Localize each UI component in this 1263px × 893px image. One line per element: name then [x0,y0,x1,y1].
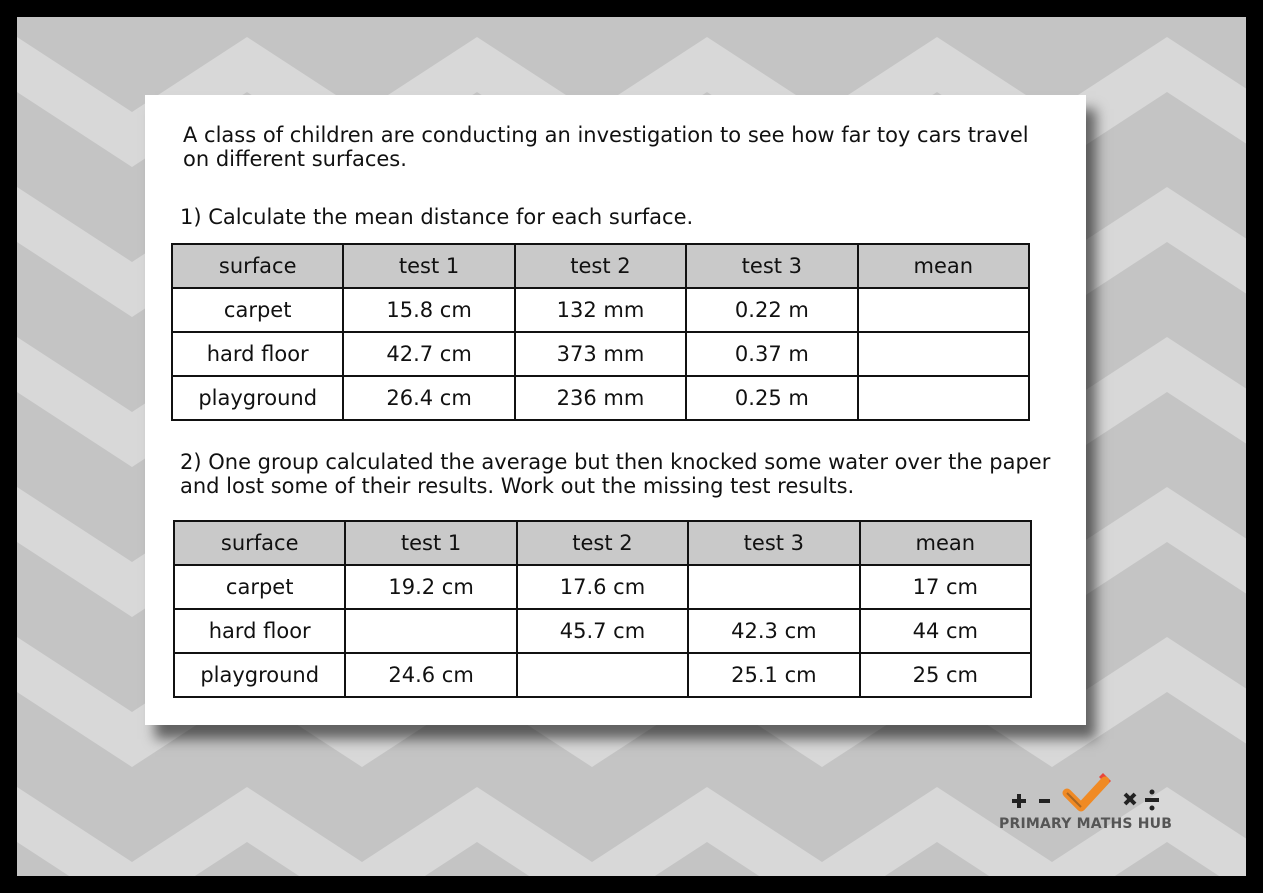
table-cell: 15.8 cm [343,288,514,332]
header-cell: test 3 [686,244,857,288]
table-cell: 25 cm [860,653,1031,697]
brand-name: PRIMARY MATHS HUB [999,816,1173,832]
table-cell: 25.1 cm [688,653,859,697]
header-cell: mean [858,244,1029,288]
table-row [174,653,1031,697]
table-cell: playground [172,376,343,420]
table-cell: 17.6 cm [517,565,688,609]
header-cell: test 2 [515,244,686,288]
header-cell: test 1 [343,244,514,288]
table-header-row [174,521,1031,565]
table-cell: 236 mm [515,376,686,420]
table-cell: hard floor [174,609,345,653]
table-cell: 42.7 cm [343,332,514,376]
table-cell: carpet [172,288,343,332]
header-cell: test 3 [688,521,859,565]
answer-cell [858,288,1029,332]
header-cell: test 1 [345,521,516,565]
answer-cell [858,376,1029,420]
table-cell: 0.25 m [686,376,857,420]
table-cell: 132 mm [515,288,686,332]
worksheet-card [145,95,1086,725]
table-cell: 45.7 cm [517,609,688,653]
table-cell: 26.4 cm [343,376,514,420]
table-cell: 373 mm [515,332,686,376]
missing-results-table [173,520,1032,698]
table-cell: 0.37 m [686,332,857,376]
header-cell: surface [172,244,343,288]
intro-text: A class of children are conducting an investigation to see how far toy cars travel on different surfaces. [183,123,1029,171]
table-row [172,288,1029,332]
table-cell: 24.6 cm [345,653,516,697]
question-2: 2) One group calculated the average but then knocked some water over the paper and lost some of their results. Work out the missing test results. [180,450,1051,498]
mean-distance-table [171,243,1030,421]
table-cell: carpet [174,565,345,609]
table-cell: 19.2 cm [345,565,516,609]
answer-cell [858,332,1029,376]
background-frame [17,17,1246,876]
table-row [174,565,1031,609]
table-row [174,609,1031,653]
table-cell [517,653,688,697]
table-cell: 42.3 cm [688,609,859,653]
table-row [172,332,1029,376]
header-cell: surface [174,521,345,565]
table-cell [345,609,516,653]
header-cell: test 2 [517,521,688,565]
question-1: 1) Calculate the mean distance for each surface. [180,205,694,229]
table-cell: 44 cm [860,609,1031,653]
table-header-row [172,244,1029,288]
table-cell: hard floor [172,332,343,376]
table-cell: 17 cm [860,565,1031,609]
table-cell: 0.22 m [686,288,857,332]
table-cell: playground [174,653,345,697]
table-cell [688,565,859,609]
header-cell: mean [860,521,1031,565]
table-row [172,376,1029,420]
